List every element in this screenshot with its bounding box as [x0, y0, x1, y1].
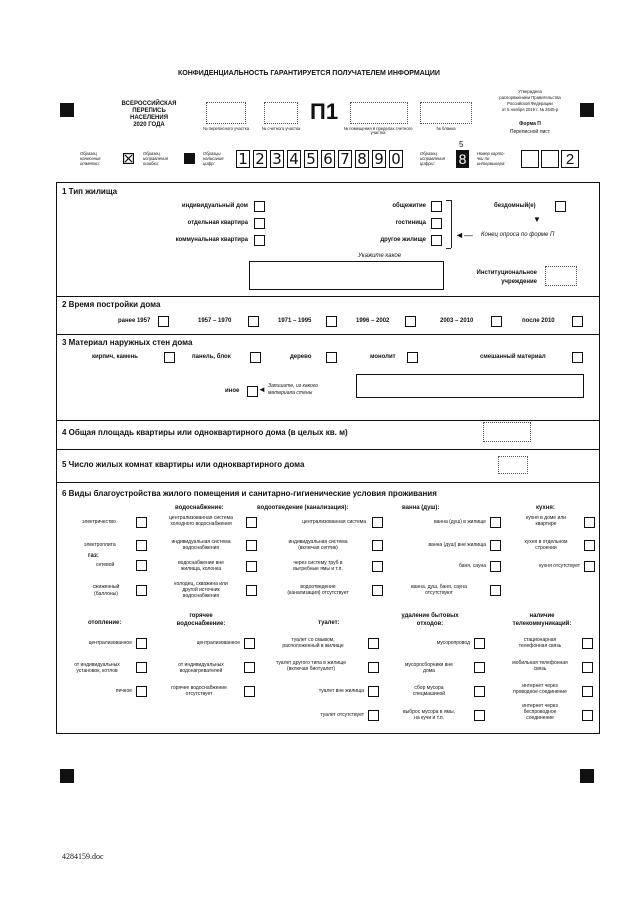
label-bath-inside: ванна (душ) в жилище: [434, 519, 486, 525]
counter-box-2[interactable]: [541, 150, 559, 168]
label-hw-none-1: горячее водоснабжение: [171, 685, 227, 691]
label-institutional-2: учреждение: [501, 279, 537, 285]
checkbox-toilet-outside[interactable]: [368, 686, 379, 697]
bracket-bottom: [446, 248, 451, 249]
label-waste-chute: мусоропровод: [436, 640, 470, 646]
arrow-down-icon: ▼: [533, 215, 541, 224]
label-toilet-flush-2: расположенный в жилище: [282, 643, 344, 649]
checkbox-wall-wood[interactable]: [326, 352, 337, 363]
label-gas-liquid-1: сжиженный: [92, 584, 120, 590]
confidentiality-notice: КОНФИДЕНЦИАЛЬНОСТЬ ГАРАНТИРУЕТСЯ ПОЛУЧАТЕЛЕМ ИНФОРМАЦИИ: [178, 70, 440, 77]
header-telecom-1: наличие: [529, 613, 555, 619]
registration-marker-top-right: [580, 103, 594, 117]
checkbox-ws-individual[interactable]: [246, 540, 257, 551]
label-other-dwelling: другое жилище: [380, 237, 426, 243]
form-number-field[interactable]: [420, 102, 472, 124]
section-2-title: 2 Время постройки дома: [62, 300, 161, 309]
label-separate-apartment: отдельная квартира: [187, 220, 248, 226]
label-wall-wood: дерево: [290, 354, 312, 360]
checkbox-electric-stove[interactable]: [136, 540, 147, 551]
label-heat-central: централизованное: [88, 640, 132, 646]
label-ws-well-1: колодец, скважина или: [174, 581, 228, 587]
form-code: П1: [310, 99, 339, 124]
checkbox-waste-special[interactable]: [474, 686, 485, 697]
label-ws-outside-1: водоснабжение вне: [178, 560, 224, 566]
label-hw-central: централизованное: [196, 640, 240, 646]
checkbox-wall-brick[interactable]: [164, 352, 175, 363]
checkbox-ws-central[interactable]: [246, 517, 257, 528]
checkbox-hw-individual[interactable]: [244, 662, 255, 673]
label-write-material-1: Запишите, из какого: [268, 383, 318, 389]
header-hot-water-1: горячее: [189, 613, 213, 619]
section-4-title: 4 Общая площадь квартиры или одноквартирного дома (в целых кв. м): [62, 428, 348, 437]
sample-digit: 2: [253, 150, 267, 168]
sample-digit: 6: [321, 150, 335, 168]
sample-digit: 9: [372, 150, 386, 168]
label-tel-fixed-2: телефонная связь: [518, 643, 562, 649]
label-sw-none-1: водоотведение: [300, 584, 336, 590]
checkbox-separate-apartment[interactable]: [254, 218, 265, 229]
label-waste-outside-2: дома: [423, 668, 435, 674]
label-ws-outside-2: жилища, колонка: [180, 566, 222, 572]
label-heat-individual-2: установок, котлов: [76, 668, 118, 674]
checkbox-gas-liquid[interactable]: [136, 585, 147, 596]
label-tel-mobile-1: мобильная телефонная: [512, 660, 568, 666]
label-wall-monolith: монолит: [370, 354, 396, 360]
label-room: № помещения в пределах счетного участка: [343, 126, 413, 136]
label-sw-individual-1: индивидуальная система: [288, 539, 348, 545]
checkbox-wall-monolith[interactable]: [407, 352, 418, 363]
checkbox-house[interactable]: [254, 201, 265, 212]
checkbox-tel-wireless[interactable]: [582, 710, 593, 721]
checkbox-bath-none[interactable]: [490, 585, 501, 596]
label-ws-individual-1: индивидуальная система: [171, 539, 231, 545]
checkbox-other-dwelling[interactable]: [431, 235, 442, 246]
checkbox-tel-mobile[interactable]: [582, 662, 593, 673]
sample-digit: 1: [236, 150, 250, 168]
label-kitchen-inside-2: квартире: [535, 521, 557, 527]
registration-marker-bottom-left: [60, 769, 74, 783]
sample-checkbox-marked: [123, 153, 134, 164]
checkbox-tel-fixed[interactable]: [582, 638, 593, 649]
label-wall-mixed: смешанный материал: [480, 354, 546, 360]
sample-checkbox-corrected: [184, 153, 195, 164]
label-tel-wireless-1: интернет через: [522, 703, 558, 709]
checkbox-period-1957-1970[interactable]: [248, 316, 259, 327]
label-sw-none-2: (канализация) отсутствует: [287, 590, 349, 596]
counting-area-number-field[interactable]: [264, 102, 298, 124]
checkbox-toilet-other[interactable]: [368, 662, 379, 673]
label-hw-individual-2: водонагревателей: [179, 668, 223, 674]
bracket-top: [446, 200, 451, 201]
checkbox-period-before-1957[interactable]: [158, 316, 169, 327]
checkbox-waste-outside[interactable]: [474, 662, 485, 673]
specify-dwelling-input[interactable]: [249, 261, 444, 290]
label-heat-individual-1: от индивидуальных: [74, 662, 120, 668]
label-kitchen-separate-2: строении: [535, 545, 557, 551]
checkbox-kitchen-separate[interactable]: [584, 540, 595, 551]
checkbox-heat-central[interactable]: [136, 638, 147, 649]
checkbox-kitchen-inside[interactable]: [584, 517, 595, 528]
label-gas-liquid-2: (баллоны): [94, 591, 118, 597]
checkbox-period-after-2010[interactable]: [572, 316, 583, 327]
room-number-field[interactable]: [350, 102, 408, 124]
label-hotel: гостиница: [395, 220, 426, 226]
bracket-line: [451, 200, 452, 248]
checkbox-heat-individual[interactable]: [136, 662, 147, 673]
section-1-title: 1 Тип жилища: [62, 187, 118, 196]
header-sewerage: водоотведение (канализация):: [257, 505, 349, 511]
label-bath-outside: ванна (душ) вне жилища: [428, 542, 486, 548]
divider: [56, 334, 600, 335]
sample-digit: 0: [389, 150, 403, 168]
label-toilet-flush-1: туалет со смывом,: [291, 637, 335, 643]
sample-digit: 5: [304, 150, 318, 168]
header-toilet: туалет:: [318, 620, 340, 626]
checkbox-bath-outside[interactable]: [490, 540, 501, 551]
section-5-title: 5 Число жилых комнат квартиры или одноквартирного дома: [62, 460, 305, 469]
label-waste-pits-2: на кучи и т.п.: [414, 715, 444, 721]
label-sw-individual-2: (включая септик): [298, 545, 338, 551]
divider: [56, 482, 600, 483]
checkbox-ws-well[interactable]: [246, 585, 257, 596]
checkbox-electricity[interactable]: [136, 517, 147, 528]
label-period-before-1957: ранее 1957: [118, 318, 151, 324]
checkbox-hw-none[interactable]: [244, 686, 255, 697]
label-wall-brick: кирпич, камень: [92, 354, 138, 360]
counter-box-1[interactable]: [521, 150, 539, 168]
label-communal-apartment: коммунальная квартира: [175, 237, 248, 243]
wall-material-input[interactable]: [356, 374, 584, 398]
label-tel-wireless-2: беспроводное: [523, 709, 557, 715]
sample-digit: 3: [270, 150, 284, 168]
checkbox-tel-wired[interactable]: [582, 686, 593, 697]
label-bath-none-1: ванна, душ, баня, сауна: [411, 584, 467, 590]
label-period-2003-2010: 2003 – 2010: [440, 318, 474, 324]
checkbox-ws-outside[interactable]: [246, 561, 257, 572]
label-period-1957-1970: 1957 – 1970: [198, 318, 232, 324]
label-sw-central: централизованная система: [302, 519, 366, 525]
label-electricity: электричество: [82, 519, 116, 525]
label-wall-other: иное: [225, 388, 240, 394]
registration-marker-top-left: [60, 103, 74, 117]
label-period-1971-1995: 1971 – 1995: [278, 318, 312, 324]
sample-digit: 8: [355, 150, 369, 168]
label-hw-individual-1: от индивидуальных: [178, 662, 224, 668]
document-filename: 4284159.doc: [62, 852, 104, 861]
label-sw-pipes-2: выгребные ямы и т.п.: [293, 566, 343, 572]
label-ws-central-1: централизованная система: [169, 515, 233, 521]
label-toilet-other-2: (включая биотуалет): [287, 666, 335, 672]
label-tel-fixed-1: стационарная: [523, 637, 557, 643]
checkbox-toilet-flush[interactable]: [368, 638, 379, 649]
checkbox-period-2003-2010[interactable]: [491, 316, 502, 327]
checkbox-period-1971-1995[interactable]: [326, 316, 337, 327]
label-ws-central-2: холодного водоснабжения: [170, 521, 232, 527]
label-toilet-other-1: туалет другого типа в жилище: [276, 660, 346, 666]
label-waste-outside-1: мусоросборники вне: [405, 662, 453, 668]
label-house: индивидуальный дом: [181, 203, 248, 209]
checkbox-waste-chute[interactable]: [474, 638, 485, 649]
header-heating: отопление:: [88, 620, 122, 626]
label-form-number: № бланка: [436, 126, 456, 131]
label-precinct: № переписного участка: [202, 126, 250, 131]
checkbox-homeless[interactable]: [555, 201, 566, 212]
checkbox-bath-sauna[interactable]: [490, 561, 501, 572]
checkbox-bath-inside[interactable]: [490, 517, 501, 528]
label-kitchen-none: кухня отсутствует: [539, 563, 580, 569]
label-sw-pipes-1: через систему труб в: [293, 560, 343, 566]
label-ws-well-2: другой источник: [182, 587, 220, 593]
label-bath-none-2: отсутствуют: [425, 590, 453, 596]
checkbox-sw-pipes[interactable]: [372, 561, 383, 572]
label-wall-panel: панель, блок: [192, 354, 231, 360]
end-survey-note: Конец опроса по форме П: [481, 232, 555, 238]
precinct-number-field[interactable]: [206, 102, 246, 124]
sheet-name: Переписной лист: [509, 129, 551, 135]
sample-digits: [236, 150, 406, 168]
checkbox-period-1996-2002[interactable]: [405, 316, 416, 327]
label-homeless: бездомный(е): [494, 203, 536, 209]
header-bath: ванна (душ):: [402, 505, 440, 511]
label-gas-network: сетевой: [96, 562, 115, 568]
label-waste-special-2: спецмашиной: [412, 691, 446, 697]
form-name: Форма П: [519, 121, 541, 127]
sample-digit: 7: [338, 150, 352, 168]
label-counting: № счетного участка: [261, 126, 301, 131]
label-heat-stove: печное: [115, 688, 132, 694]
checkbox-sw-none[interactable]: [372, 585, 383, 596]
section-6-title: 6 Виды благоустройства жилого помещения и санитарно-гигиенические условия проживания: [62, 489, 437, 498]
header-telecom-2: телекоммуникаций:: [512, 621, 572, 627]
checkbox-hotel[interactable]: [431, 218, 442, 229]
label-waste-pits-1: выброс мусора в ямы,: [403, 709, 455, 715]
label-tel-mobile-2: связь: [533, 666, 547, 672]
checkbox-wall-panel[interactable]: [250, 352, 261, 363]
checkbox-kitchen-none[interactable]: [584, 561, 595, 572]
checkbox-gas-network[interactable]: [136, 560, 147, 571]
label-period-1996-2002: 1996 – 2002: [356, 318, 390, 324]
checkbox-wall-other[interactable]: [247, 386, 258, 397]
institutional-code-field[interactable]: [545, 266, 577, 286]
checkbox-wall-mixed[interactable]: [572, 352, 583, 363]
divider: [56, 420, 600, 421]
checkbox-heat-stove[interactable]: [136, 686, 147, 697]
label-kitchen-inside-1: кухня в доме или: [526, 515, 566, 521]
label-kitchen-separate-1: кухня в отдельном: [524, 539, 568, 545]
label-ws-well-3: водоснабжения: [182, 593, 220, 599]
section-3-title: 3 Материал наружных стен дома: [62, 338, 193, 347]
label-tel-wired-2: проводное соединение: [513, 689, 567, 695]
arrow-left-icon: ◄: [258, 385, 266, 394]
label-electric-stove: электроплита: [84, 542, 116, 548]
sample-correction-digit: 8: [456, 150, 469, 168]
registration-marker-bottom-right: [580, 769, 594, 783]
label-gas: газ:: [88, 553, 99, 559]
label-period-after-2010: после 2010: [522, 318, 555, 324]
sample-correction-small-digit: 5: [459, 140, 464, 149]
divider: [56, 296, 600, 297]
header-hot-water-2: водоснабжение:: [176, 621, 226, 627]
label-dormitory: общежитие: [392, 203, 426, 209]
label-tel-wired-1: интернет через: [522, 683, 558, 689]
header-waste-2: отходов:: [416, 621, 444, 627]
sample-digit: 4: [287, 150, 301, 168]
label-specify-dwelling: Укажите какое: [358, 253, 402, 259]
counter-box-3[interactable]: 2: [561, 150, 579, 168]
header-waste-1: удаление бытовых: [401, 613, 459, 619]
label-tel-wireless-3: соединение: [526, 715, 554, 721]
label-institutional-1: Институциональное: [476, 270, 537, 276]
label-toilet-none: туалет отсутствует: [320, 712, 364, 718]
label-write-material-2: материала стены: [268, 390, 313, 396]
checkbox-toilet-none[interactable]: [368, 710, 379, 721]
rooms-count-field[interactable]: [498, 456, 528, 474]
checkbox-sw-central[interactable]: [372, 517, 383, 528]
checkbox-sw-individual[interactable]: [372, 540, 383, 551]
checkbox-hw-central[interactable]: [244, 638, 255, 649]
label-hw-none-2: отсутствует: [185, 691, 213, 697]
label-waste-special-1: сбор мусора: [414, 685, 444, 691]
checkbox-communal-apartment[interactable]: [254, 235, 265, 246]
label-toilet-outside: туалет вне жилища: [318, 688, 364, 694]
divider: [56, 449, 600, 450]
header-water-supply: водоснабжение:: [175, 505, 224, 511]
label-bath-sauna: баня, сауна: [458, 563, 486, 569]
total-area-field[interactable]: [483, 422, 531, 442]
checkbox-waste-pits[interactable]: [474, 710, 485, 721]
checkbox-dormitory[interactable]: [431, 201, 442, 212]
label-ws-individual-2: водоснабжения: [182, 545, 220, 551]
arrow-left-icon: ◄—: [455, 230, 473, 240]
header-kitchen: кухня:: [536, 505, 555, 511]
